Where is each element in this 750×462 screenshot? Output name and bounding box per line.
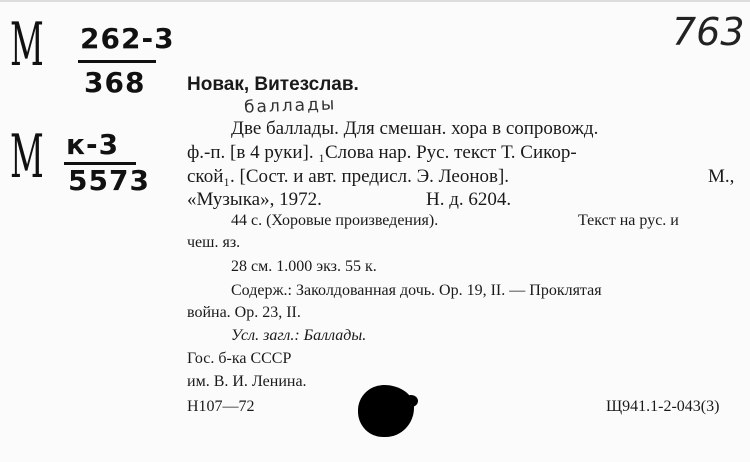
ink-blot-drop xyxy=(404,395,418,407)
library-line-1: Гос. б-ка СССР xyxy=(187,350,292,367)
publication-place: М., xyxy=(708,166,735,187)
contents-line-1: Содерж.: Заколдованная дочь. Ор. 19, II. — Проклятая xyxy=(231,282,602,299)
publisher-year: «Музыка», 1972. xyxy=(187,189,322,210)
shelfmark-code-2-top: к-3 xyxy=(66,128,120,161)
title-line-2: ф.-п. [в 4 руки]. ₁Слова нар. Рус. текст Т. Сикор- xyxy=(187,142,577,163)
shelfmark-code-1-bottom: 368 xyxy=(84,66,146,99)
language-note: Текст на рус. и xyxy=(578,212,679,229)
corner-number: 763 xyxy=(672,10,745,54)
size-edition-price: 28 см. 1.000 экз. 55 к. xyxy=(231,258,377,275)
card-number: Н107—72 xyxy=(187,398,255,415)
title-line-1: Две баллады. Для смешан. хора в сопровожд. xyxy=(231,118,599,139)
author-heading: Новак, Витезслав. xyxy=(187,74,359,95)
contents-line-2: война. Ор. 23, II. xyxy=(187,304,301,321)
shelfmark-code-1-top: 262-3 xyxy=(80,22,175,55)
shelfmark-letter-2: М xyxy=(10,122,44,192)
classification-index: Щ941.1-2-043(3) xyxy=(606,398,720,415)
handwritten-note: баллады xyxy=(243,94,337,118)
title-line-3: ской₁. [Сост. и авт. предисл. Э. Леонов]. xyxy=(187,166,510,187)
shelfmark-letter-1: М xyxy=(10,10,44,80)
library-line-2: им. В. И. Ленина. xyxy=(187,373,307,390)
shelfmark-code-2-bottom: 5573 xyxy=(68,164,150,197)
uniform-title: Усл. загл.: Баллады. xyxy=(231,327,367,344)
pages-series: 44 с. (Хоровые произведения). xyxy=(231,212,439,229)
ink-blot xyxy=(358,385,414,437)
language-note-cont: чеш. яз. xyxy=(187,234,241,251)
card-top-edge xyxy=(0,0,750,2)
publisher-number: Н. д. 6204. xyxy=(426,189,512,210)
shelfmark-rule-1 xyxy=(78,60,156,63)
